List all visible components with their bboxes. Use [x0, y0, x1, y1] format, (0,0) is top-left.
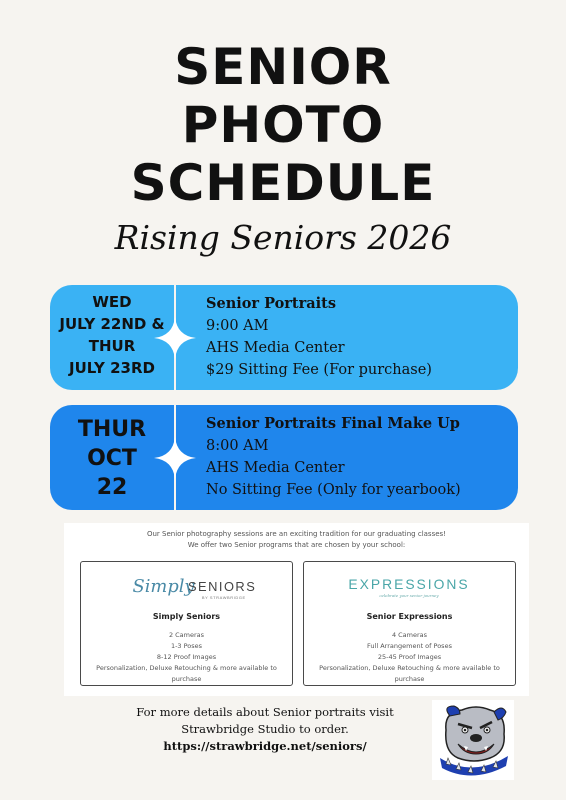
program-name: Senior Expressions — [366, 612, 453, 621]
feature: 8-12 Proof Images — [156, 653, 217, 661]
session-time: 8:00 AM — [206, 438, 269, 454]
logo-caps: SENIORS — [187, 578, 257, 594]
date-line: JULY 23RD — [69, 359, 155, 377]
date-line: 22 — [96, 475, 128, 500]
senior-expressions-card — [303, 561, 516, 686]
logo-script: Simply — [132, 575, 195, 597]
intro-line: Our Senior photography sessions are an exciting tradition for our graduating classes! — [146, 530, 446, 538]
feature: 4 Cameras — [391, 631, 428, 639]
feature: 1-3 Poses — [170, 642, 203, 650]
expressions-logo — [304, 570, 515, 604]
session-band-1 — [50, 285, 518, 390]
logo-sub: celebrate your senior journey — [379, 592, 439, 598]
program-features — [310, 630, 509, 685]
details-line: For more details about Senior portraits visit — [136, 705, 394, 719]
poster-subtitle: Rising Seniors 2026 — [114, 218, 452, 257]
session-heading: Senior Portraits Final Make Up — [206, 415, 460, 432]
session-band-2 — [50, 405, 518, 510]
date-line: JULY 22ND & — [59, 315, 165, 333]
session-info-1 — [206, 293, 432, 381]
date-line: WED — [92, 293, 132, 311]
programs-intro — [64, 529, 529, 551]
session-info-2 — [206, 413, 461, 501]
feature: Personalization, Deluxe Retouching & more available to purchase — [319, 664, 500, 683]
feature: 2 Cameras — [168, 631, 205, 639]
session-location: AHS Media Center — [206, 340, 345, 356]
session-fee: No Sitting Fee (Only for yearbook) — [206, 482, 461, 498]
session-location: AHS Media Center — [206, 460, 345, 476]
title-line-2: PHOTO — [181, 96, 385, 154]
programs-panel — [64, 523, 529, 696]
program-features — [87, 630, 286, 685]
program-name: Simply Seniors — [152, 612, 221, 621]
intro-line: We offer two Senior programs that are chosen by your school: — [187, 541, 406, 549]
session-fee: $29 Sitting Fee (For purchase) — [206, 362, 432, 378]
feature: 25-45 Proof Images — [377, 653, 442, 661]
details-line: Strawbridge Studio to order. — [181, 722, 349, 736]
date-line: THUR — [88, 337, 136, 355]
title-line-1: SENIOR — [174, 38, 392, 96]
feature: Personalization, Deluxe Retouching & more available to purchase — [96, 664, 277, 683]
logo-caps: EXPRESSIONS — [348, 575, 470, 592]
session-time: 9:00 AM — [206, 318, 269, 334]
feature: Full Arrangement of Poses — [367, 642, 452, 650]
logo-sub: BY STRAWBRIDGE — [201, 594, 246, 600]
date-line: THUR — [77, 417, 147, 442]
sparkle-icon — [154, 437, 196, 479]
title-line-3: SCHEDULE — [130, 154, 436, 212]
simply-seniors-logo — [81, 570, 292, 604]
order-link[interactable]: https://strawbridge.net/seniors/ — [163, 739, 367, 753]
bulldog-mascot-icon — [432, 700, 514, 780]
simply-seniors-card — [80, 561, 293, 686]
poster-title — [0, 38, 566, 212]
session-heading: Senior Portraits — [206, 295, 337, 312]
order-details — [130, 704, 400, 755]
date-line: OCT — [87, 446, 137, 471]
sparkle-icon — [154, 317, 196, 359]
